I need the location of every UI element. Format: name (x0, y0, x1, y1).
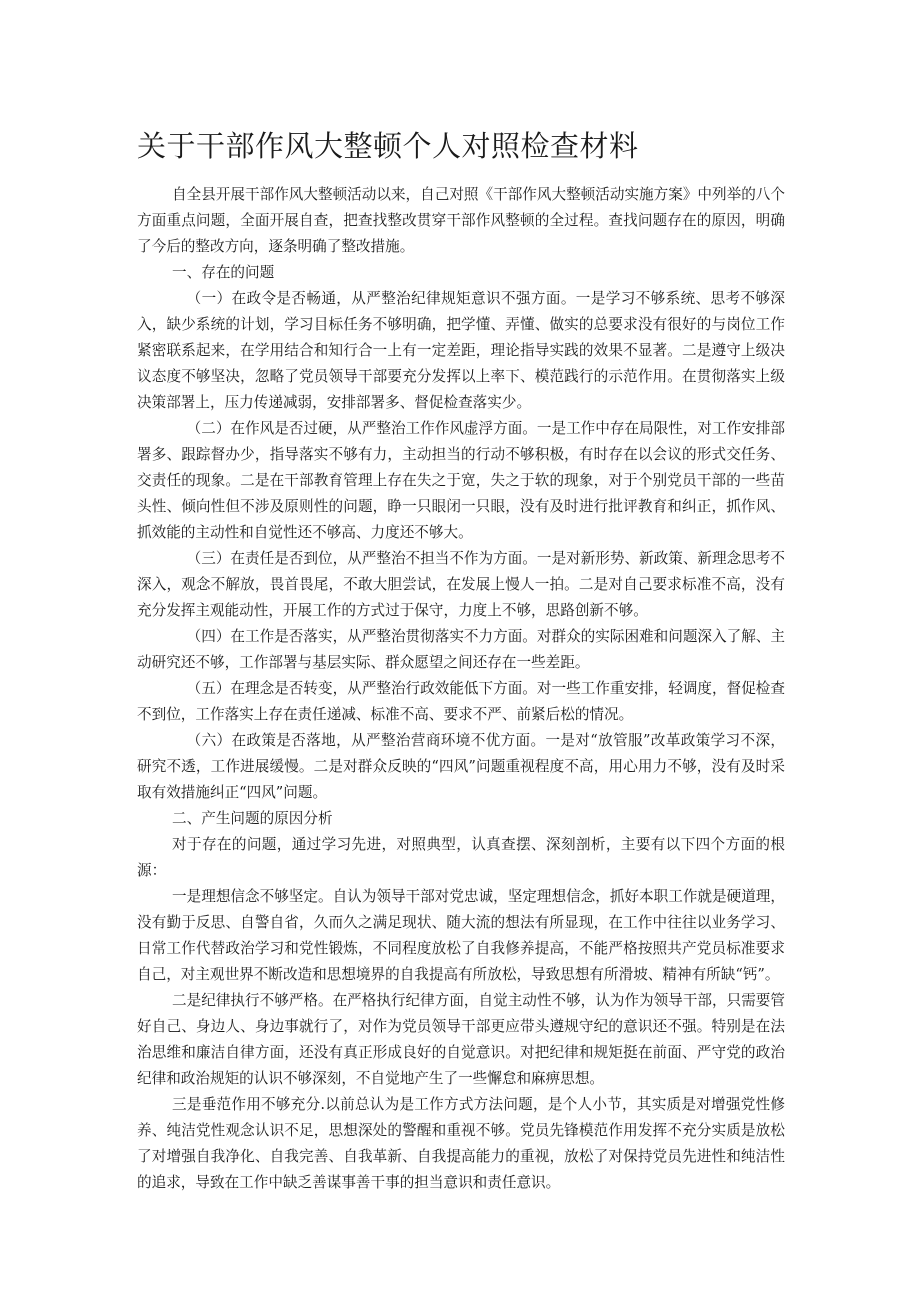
document-title: 关于干部作风大整顿个人对照检查材料 (137, 129, 639, 163)
problem-item-6: （六）在政策是否落地，从严整治营商环境不优方面。一是对“放管服”改革政策学习不深，研究不透，工作进展缓慢。二是对群众反映的“四风”问题重视程度不高，用心用力不够，没有及时采取有效措施纠正“四风”问题。 (137, 732, 785, 801)
problem-item-2: （二）在作风是否过硬，从严整治工作作风虚浮方面。一是工作中存在局限性，对工作安排部署多、跟踪督办少，指导落实不够有力，主动担当的行动不够积极，有时存在以会议的形式交任务、交责任的现象。二是在干部教育管理上存在失之于宽，失之于软的现象，对于个别党员干部的一些苗头性、倾向性但不涉及原则性的问题，睁一只眼闭一只眼，没有及时进行批评教育和纠正，抓作风、抓效能的主动性和自觉性还不够高、力度还不够大。 (137, 420, 785, 541)
problem-item-3: （三）在责任是否到位，从严整治不担当不作为方面。一是对新形势、新政策、新理念思考不深入，观念不解放，畏首畏尾，不敢大胆尝试，在发展上慢人一拍。二是对自己要求标准不高，没有充分发挥主观能动性，开展工作的方式过于保守，力度上不够，思路创新不够。 (137, 550, 785, 619)
intro-paragraph: 自全县开展干部作风大整顿活动以来，自己对照《干部作风大整顿活动实施方案》中列举的八个方面重点问题，全面开展自查，把查找整改贯穿干部作风整顿的全过程。查找问题存在的原因，明确了今后的整改方向，逐条明确了整改措施。 (137, 186, 785, 255)
section-heading-problems: 一、存在的问题 (172, 264, 275, 281)
document-page (137, 128, 785, 1196)
problem-item-1: （一）在政令是否畅通，从严整治纪律规矩意识不强方面。一是学习不够系统、思考不够深入，缺少系统的计划，学习目标任务不够明确，把学懂、弄懂、做实的总要求没有很好的与岗位工作紧密联系起来，在学用结合和知行合一上有一定差距，理论指导实践的效果不显著。二是遵守上级决议态度不够坚决，忽略了党员领导干部要充分发挥以上率下、模范践行的示范作用。在贯彻落实上级决策部署上，压力传递减弱，安排部署多、督促检查落实少。 (137, 290, 785, 411)
cause-item-2: 二是纪律执行不够严格。在严格执行纪律方面，自觉主动性不够，认为作为领导干部，只需要管好自己、身边人、身边事就行了，对作为党员领导干部更应带头遵规守纪的意识还不强。特别是在法治思维和廉洁自律方面，还没有真正形成良好的自觉意识。对把纪律和规矩挺在前面、严守党的政治纪律和政治规矩的认识不够深刻，不自觉地产生了一些懈怠和麻痹思想。 (137, 992, 785, 1087)
cause-item-1: 一是理想信念不够坚定。自认为领导干部对党忠诚，坚定理想信念，抓好本职工作就是硬道理，没有勤于反思、自警自省，久而久之满足现状、随大流的想法有所显现，在工作中往往以业务学习、日常工作代替政治学习和党性锻炼，不同程度放松了自我修养提高，不能严格按照共产党员标准要求自己，对主观世界不断改造和思想境界的自我提高有所放松，导致思想有所滑坡、精神有所缺“钙”。 (137, 888, 785, 983)
problem-item-4: （四）在工作是否落实，从严整治贯彻落实不力方面。对群众的实际困难和问题深入了解、主动研究还不够，工作部署与基层实际、群众愿望之间还存在一些差距。 (137, 628, 785, 671)
problem-item-5: （五）在理念是否转变，从严整治行政效能低下方面。对一些工作重安排，轻调度，督促检查不到位，工作落实上存在责任递减、标准不高、要求不严、前紧后松的情况。 (137, 680, 785, 723)
causes-intro-paragraph: 对于存在的问题，通过学习先进，对照典型，认真查摆、深刻剖析，主要有以下四个方面的根源： (137, 836, 785, 879)
cause-item-3: 三是垂范作用不够充分.以前总认为是工作方式方法问题，是个人小节，其实质是对增强党性修养、纯洁党性观念认识不足，思想深处的警醒和重视不够。党员先锋模范作用发挥不充分实质是放松了对增强自我净化、自我完善、自我革新、自我提高能力的重视，放松了对保持党员先进性和纯洁性的追求，导致在工作中缺乏善谋事善干事的担当意识和责任意识。 (137, 1096, 785, 1191)
section-heading-causes: 二、产生问题的原因分析 (172, 810, 333, 827)
